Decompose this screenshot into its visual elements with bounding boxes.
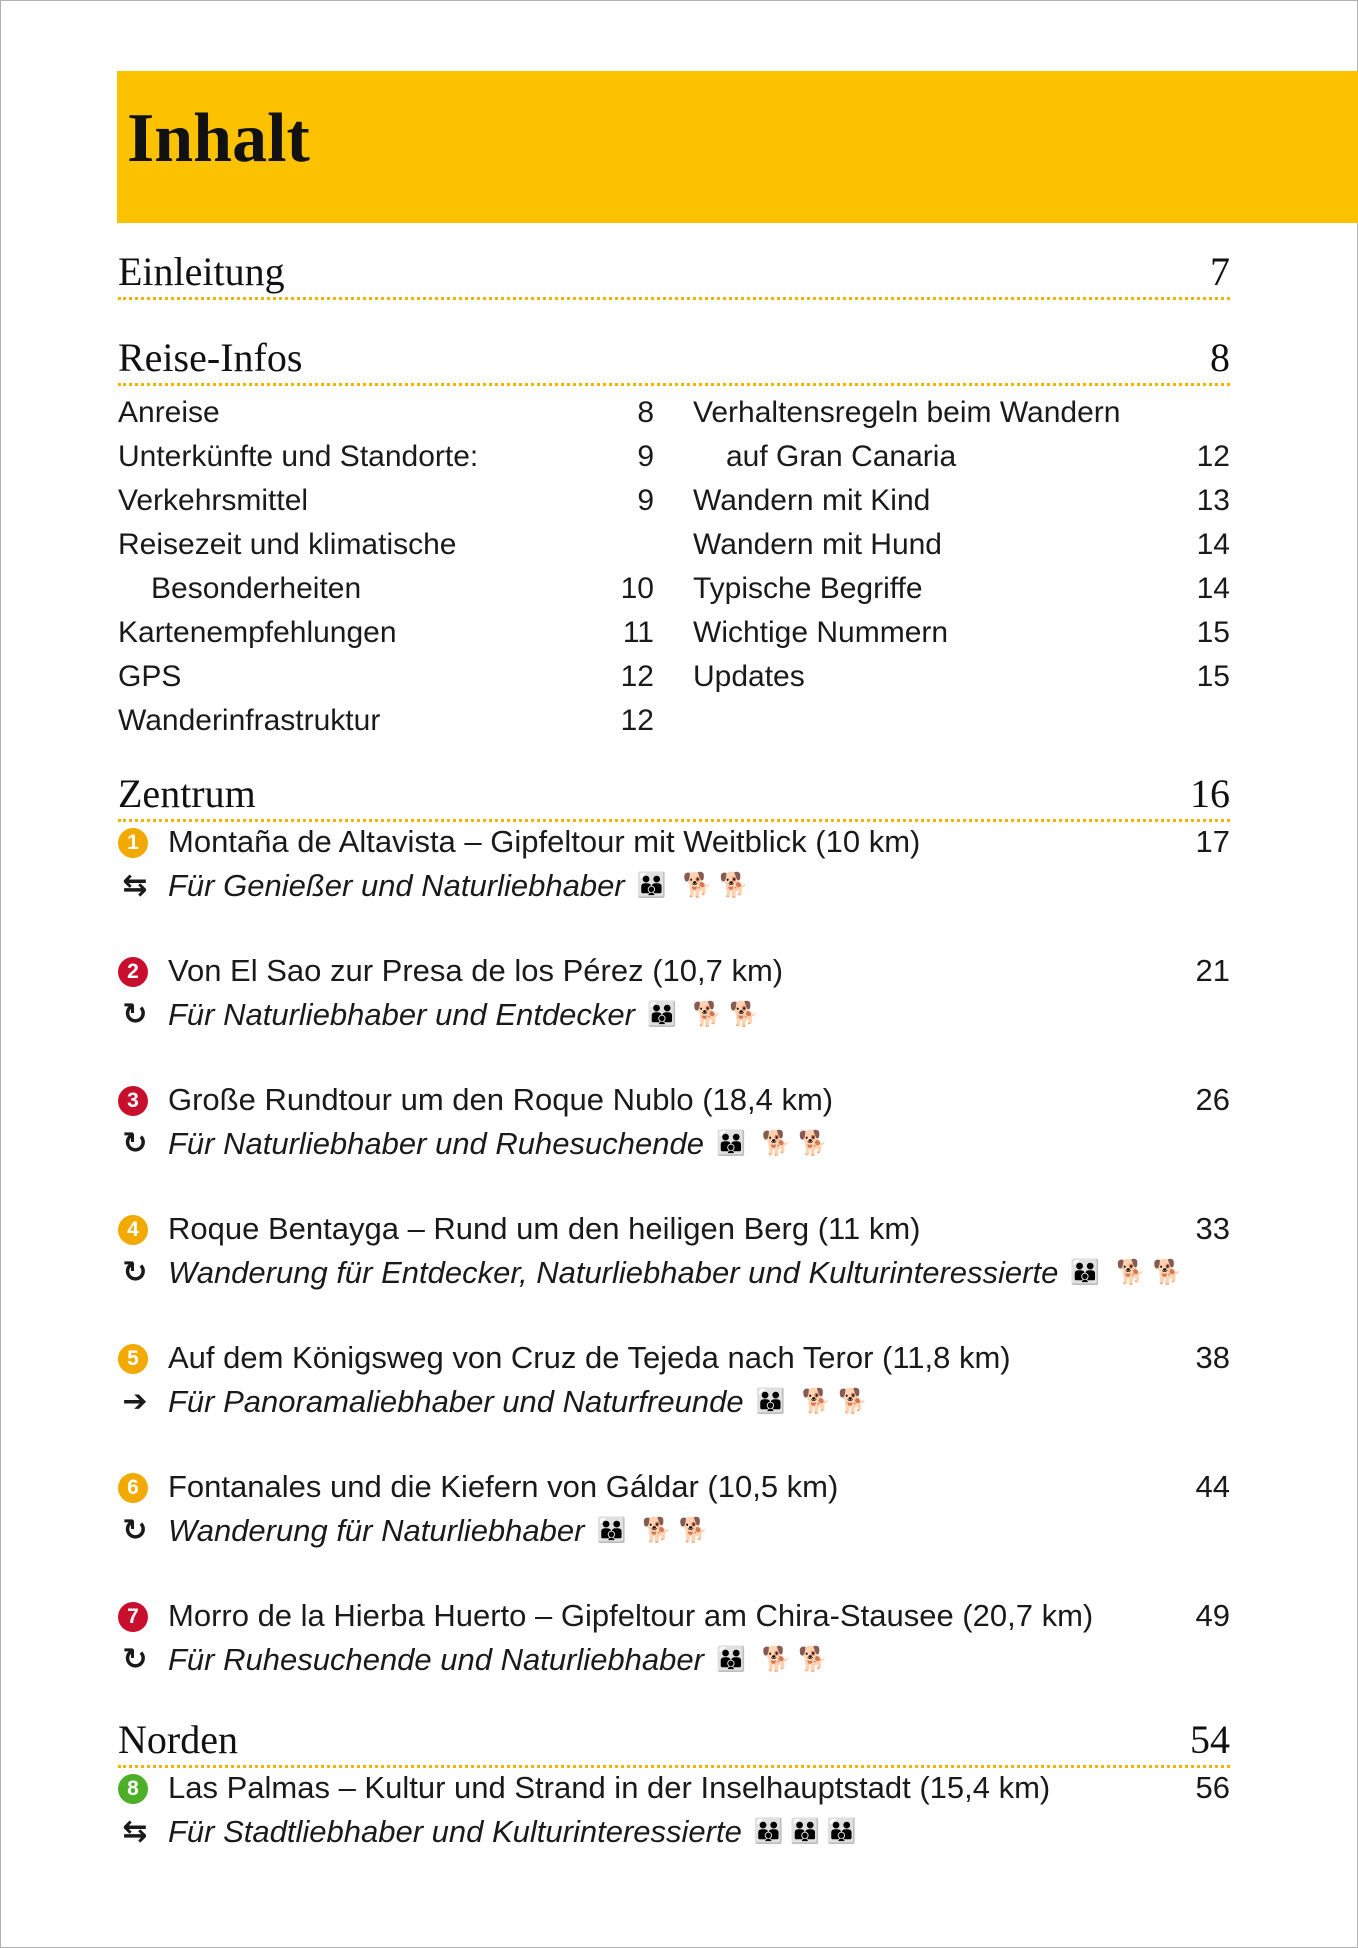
entry-label: Verkehrsmittel <box>118 484 309 517</box>
audience-text: Für Stadtliebhaber und Kulturinteressierte <box>168 1814 742 1849</box>
tour-page: 17 <box>1195 824 1230 859</box>
section-page: 16 <box>1190 771 1230 816</box>
section-page: 8 <box>1210 335 1230 380</box>
tour-entry[interactable] <box>118 1078 1230 1166</box>
family-icon: 👪 <box>596 1517 627 1544</box>
loop-icon: ↻ <box>122 1256 148 1289</box>
entry-label: Unterkünfte und Standorte: <box>118 440 479 473</box>
entry-page: 12 <box>620 660 654 693</box>
tour-title: Große Rundtour um den Roque Nublo (18,4 km) <box>168 1082 834 1117</box>
entry-page: 13 <box>1196 484 1230 517</box>
entry-label: Updates <box>693 660 805 693</box>
audience-text: Für Ruhesuchende und Naturliebhaber <box>168 1642 704 1677</box>
toc-entry[interactable] <box>693 479 1230 523</box>
section-title: Einleitung <box>118 249 285 294</box>
entry-label: Reisezeit und klimatische <box>118 528 457 561</box>
toc-entry[interactable] <box>693 655 1230 699</box>
entry-page: 15 <box>1196 660 1230 693</box>
loop-icon: ↻ <box>122 1514 148 1547</box>
one-way-icon: ➔ <box>122 1385 148 1418</box>
toc-entry[interactable] <box>118 435 654 479</box>
tour-number-badge: 7 <box>118 1602 148 1632</box>
tour-page: 38 <box>1195 1340 1230 1375</box>
tour-audience <box>168 864 749 908</box>
out-and-back-icon: ⇆ <box>122 869 148 902</box>
tour-page: 56 <box>1195 1770 1230 1805</box>
tour-title: Montaña de Altavista – Gipfeltour mit Weitblick (10 km) <box>168 824 921 859</box>
section-zentrum[interactable] <box>118 766 1230 822</box>
tour-audience <box>168 1380 868 1424</box>
tour-title: Morro de la Hierba Huerto – Gipfeltour am Chira-Stausee (20,7 km) <box>168 1598 1094 1633</box>
entry-page: 12 <box>620 704 654 737</box>
tour-audience <box>168 1810 857 1854</box>
tour-page: 21 <box>1195 953 1230 988</box>
tour-title: Roque Bentayga – Rund um den heiligen Berg (11 km) <box>168 1211 921 1246</box>
section-title: Norden <box>118 1717 238 1762</box>
audience-text: Wanderung für Naturliebhaber <box>168 1513 585 1548</box>
entry-label: GPS <box>118 660 182 693</box>
toc-entry[interactable] <box>693 523 1230 567</box>
entry-page: 14 <box>1196 528 1230 561</box>
section-norden[interactable] <box>118 1712 1230 1768</box>
dog-icon: 🐕 🐕 <box>761 1130 829 1157</box>
toc-entry[interactable] <box>693 567 1230 611</box>
loop-icon: ↻ <box>122 998 148 1031</box>
toc-entry[interactable] <box>118 611 654 655</box>
loop-icon: ↻ <box>122 1127 148 1160</box>
reise-infos-right-column <box>693 391 1230 699</box>
entry-page: 9 <box>637 440 654 473</box>
section-page: 7 <box>1210 249 1230 294</box>
tour-audience <box>168 1251 1183 1295</box>
tour-audience <box>168 1509 709 1553</box>
tour-entry[interactable] <box>118 820 1230 908</box>
tour-audience <box>168 1122 828 1166</box>
entry-page: 8 <box>637 396 654 429</box>
entry-label: Wandern mit Kind <box>693 484 931 517</box>
section-reise-infos[interactable] <box>118 330 1230 386</box>
audience-text: Für Genießer und Naturliebhaber <box>168 868 625 903</box>
family-icon: 👪 <box>755 1388 786 1415</box>
toc-entry[interactable] <box>118 391 654 435</box>
entry-label: Typische Begriffe <box>693 572 923 605</box>
dog-icon: 🐕 🐕 <box>682 872 749 899</box>
entry-label: Wichtige Nummern <box>693 616 949 649</box>
entry-page: 14 <box>1196 572 1230 605</box>
entry-page: 9 <box>637 484 654 517</box>
family-icon: 👪 <box>646 1001 677 1028</box>
dog-icon: 🐕 🐕 <box>1116 1259 1183 1286</box>
dotted-leader <box>118 297 1230 300</box>
tour-number-badge: 6 <box>118 1473 148 1503</box>
title-banner <box>117 71 1358 223</box>
dog-icon: 🐕 🐕 <box>801 1388 868 1415</box>
family-icon: 👪 <box>715 1130 746 1157</box>
tour-title: Von El Sao zur Presa de los Pérez (10,7 km) <box>168 953 784 988</box>
entry-page: 15 <box>1196 616 1230 649</box>
tour-title: Fontanales und die Kiefern von Gáldar (10,5 km) <box>168 1469 839 1504</box>
audience-text: Für Panoramaliebhaber und Naturfreunde <box>168 1384 744 1419</box>
tour-audience <box>168 1638 828 1682</box>
out-and-back-icon: ⇆ <box>122 1815 148 1848</box>
entry-page: 12 <box>1196 440 1230 473</box>
entry-label: auf Gran Canaria <box>726 440 957 473</box>
tour-entry[interactable] <box>118 1594 1230 1682</box>
tour-entry[interactable] <box>118 1766 1230 1854</box>
toc-entry[interactable] <box>693 391 1230 435</box>
reise-infos-left-column <box>118 391 654 743</box>
entry-page: 10 <box>620 572 654 605</box>
family-icon: 👪 <box>715 1646 746 1673</box>
section-title: Reise-Infos <box>118 335 303 380</box>
entry-label: Anreise <box>118 396 220 429</box>
toc-entry[interactable] <box>118 699 654 743</box>
dog-icon: 🐕 🐕 <box>761 1646 829 1673</box>
section-einleitung[interactable] <box>118 244 1230 300</box>
tour-page: 33 <box>1195 1211 1230 1246</box>
tour-number-badge: 4 <box>118 1215 148 1245</box>
entry-label: Kartenempfehlungen <box>118 616 397 649</box>
section-title: Zentrum <box>118 771 256 816</box>
toc-entry[interactable] <box>693 611 1230 655</box>
audience-text: Wanderung für Entdecker, Naturliebhaber und Kulturinteressierte <box>168 1255 1059 1290</box>
family-icon: 👪 <box>636 872 667 899</box>
tour-title: Auf dem Königsweg von Cruz de Tejeda nach Teror (11,8 km) <box>168 1340 1011 1375</box>
toc-entry[interactable] <box>118 655 654 699</box>
entry-page: 11 <box>622 616 654 649</box>
audience-text: Für Naturliebhaber und Entdecker <box>168 997 635 1032</box>
entry-label: Besonderheiten <box>151 572 362 605</box>
page-title: Inhalt <box>127 100 310 177</box>
tour-entry[interactable] <box>118 1207 1230 1295</box>
tour-audience <box>168 993 759 1037</box>
tour-number-badge: 3 <box>118 1086 148 1116</box>
tour-title: Las Palmas – Kultur und Strand in der Inselhauptstadt (15,4 km) <box>168 1770 1051 1805</box>
entry-label: Wanderinfrastruktur <box>118 704 381 737</box>
tour-entry[interactable] <box>118 1465 1230 1553</box>
tour-page: 49 <box>1195 1598 1230 1633</box>
toc-entry[interactable] <box>118 479 654 523</box>
toc-entry[interactable] <box>118 523 654 567</box>
toc-entry[interactable] <box>693 435 1230 479</box>
dog-icon: 🐕 🐕 <box>692 1001 760 1028</box>
family-icon: 👪 <box>1070 1259 1101 1286</box>
loop-icon: ↻ <box>122 1643 148 1676</box>
tour-page: 26 <box>1195 1082 1230 1117</box>
dog-icon: 🐕 🐕 <box>642 1517 709 1544</box>
tour-number-badge: 1 <box>118 828 148 858</box>
dotted-leader <box>118 383 1230 386</box>
tour-entry[interactable] <box>118 949 1230 1037</box>
tour-number-badge: 2 <box>118 957 148 987</box>
tour-number-badge: 5 <box>118 1344 148 1374</box>
family-icon: 👪 👪 👪 <box>753 1818 857 1845</box>
tour-entry[interactable] <box>118 1336 1230 1424</box>
tour-number-badge: 8 <box>118 1774 148 1804</box>
toc-entry[interactable] <box>118 567 654 611</box>
entry-label: Verhaltensregeln beim Wandern <box>693 396 1121 429</box>
tour-page: 44 <box>1195 1469 1230 1504</box>
audience-text: Für Naturliebhaber und Ruhesuchende <box>168 1126 704 1161</box>
section-page: 54 <box>1190 1717 1230 1762</box>
entry-label: Wandern mit Hund <box>693 528 942 561</box>
